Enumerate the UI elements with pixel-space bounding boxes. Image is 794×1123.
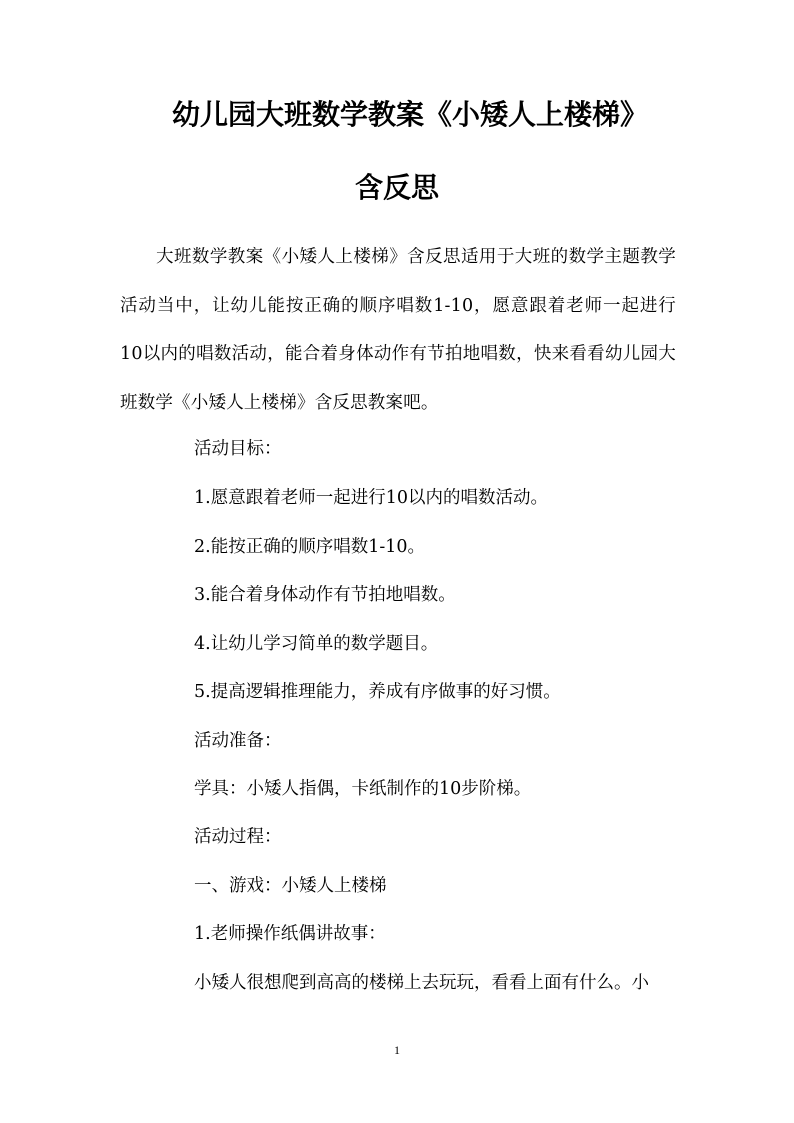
objective-item-2: 2.能按正确的顺序唱数1-10。: [194, 537, 426, 557]
objective-item-1: 1.愿意跟着老师一起进行10以内的唱数活动。: [194, 488, 548, 508]
process-step-story: 1.老师操作纸偶讲故事：: [194, 924, 386, 944]
story-text: 小矮人很想爬到高高的楼梯上去玩玩，看看上面有什么。小: [194, 973, 649, 993]
document-title: 幼儿园大班数学教案《小矮人上楼梯》: [171, 98, 648, 131]
objective-item-3: 3.能合着身体动作有节拍地唱数。: [194, 585, 456, 605]
section-heading-preparation: 活动准备：: [194, 731, 282, 751]
objective-item-5: 5.提高逻辑推理能力，养成有序做事的好习惯。: [194, 682, 561, 702]
intro-paragraph: 大班数学教案《小矮人上楼梯》含反思适用于大班的数学主题教学活动当中，让幼儿能按正确的顺序唱数1-10，愿意跟着老师一起进行10以内的唱数活动，能合着身体动作有节拍地唱数，快来看看幼儿园大班数学《小矮人上楼梯》含反思教案吧。: [120, 247, 676, 413]
document-title-continued: 含反思: [354, 171, 439, 204]
preparation-materials: 学具：小矮人指偶，卡纸制作的10步阶梯。: [194, 779, 532, 799]
process-step-game: 一、游戏：小矮人上楼梯: [194, 876, 387, 896]
section-heading-process: 活动过程：: [194, 827, 282, 847]
objective-item-4: 4.让幼儿学习简单的数学题目。: [194, 634, 439, 654]
section-heading-objectives: 活动目标：: [194, 439, 282, 459]
page-number: 1: [394, 1043, 400, 1057]
